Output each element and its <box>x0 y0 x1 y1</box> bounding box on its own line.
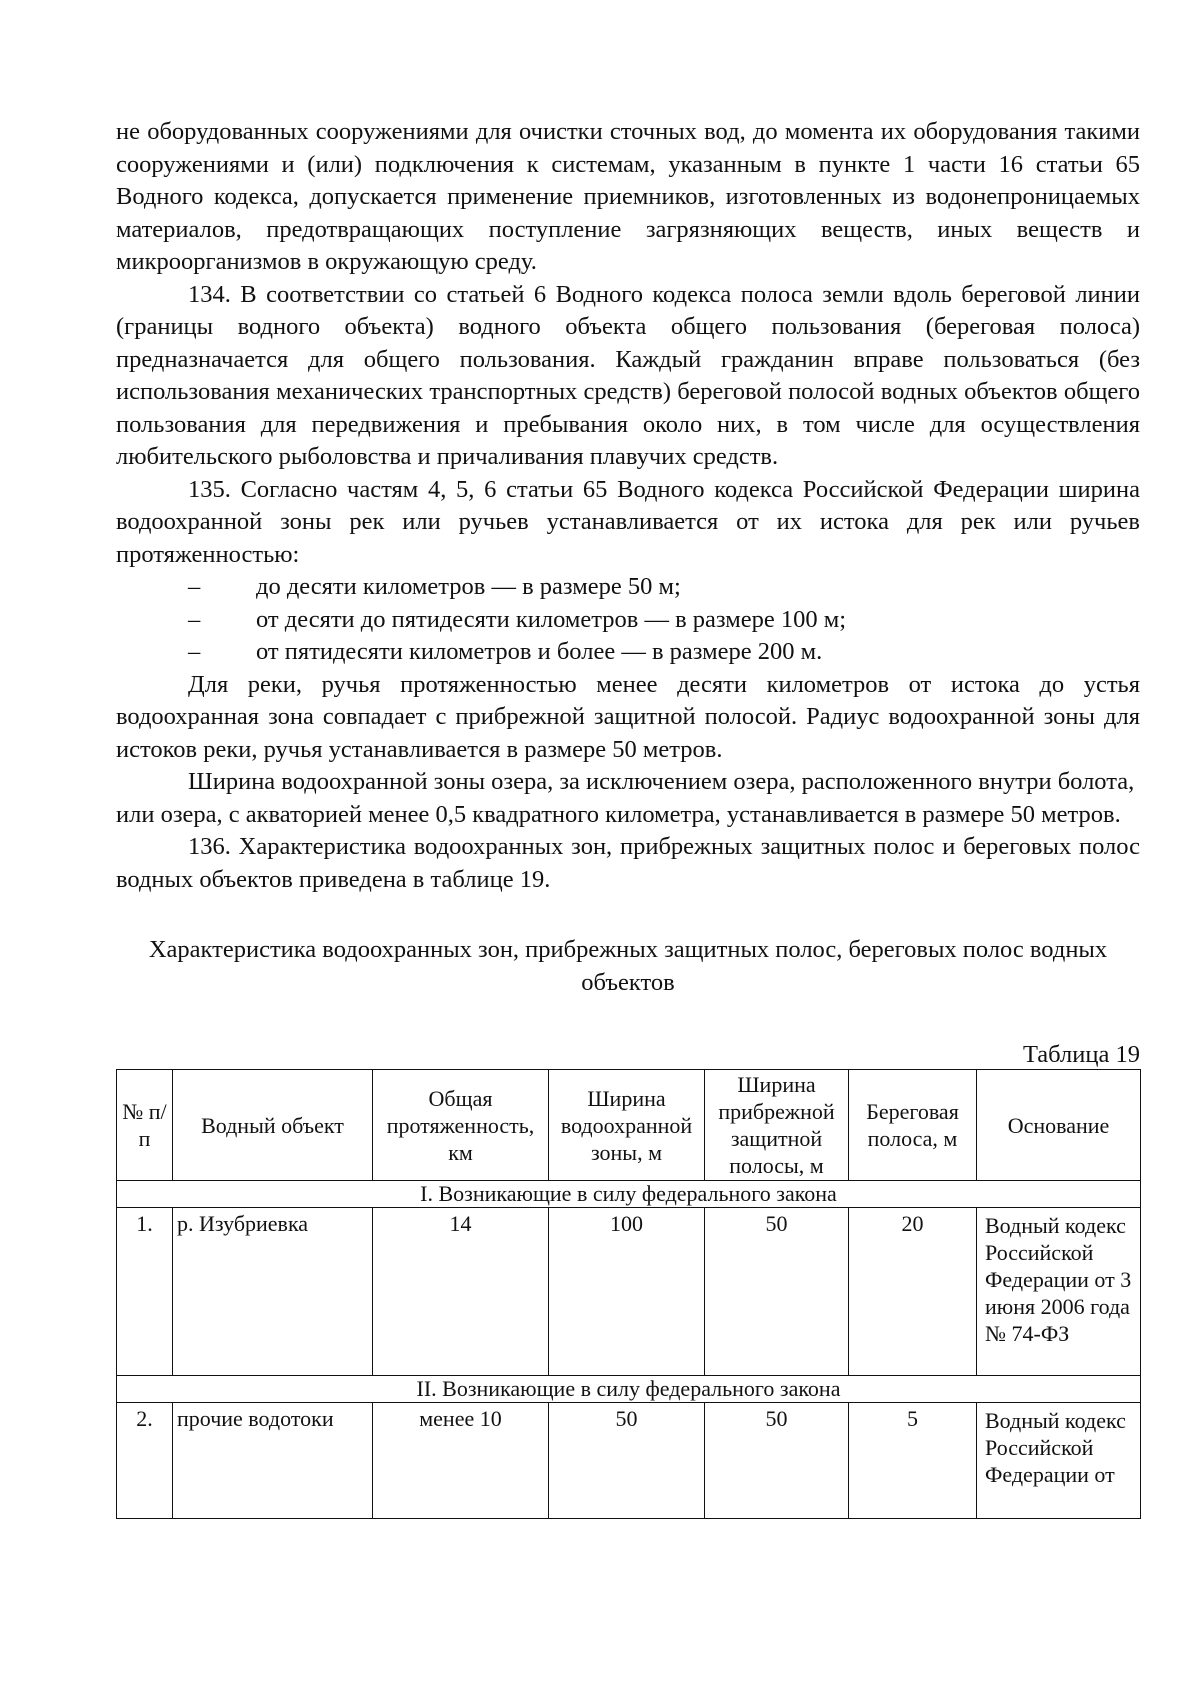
paragraph-134: 134. В соответствии со статьей 6 Водного кодекса полоса земли вдоль береговой линии (границы водного объекта) водного объекта общего пользования (береговая полоса) предназначается для общего пользования. Каждый гражданин вправе пользоваться (без использования механических транспортных средств) береговой полосой водных объектов общего пользования для передвижения и пребывания около них, в том числе для осуществления любительского рыболовства и причаливания плавучих средств. <box>116 280 1140 470</box>
list-item-text: от пятидесяти километров и более — в размере 200 м. <box>256 638 823 665</box>
body-text <box>116 116 1140 896</box>
paragraph-135: 135. Согласно частям 4, 5, 6 статьи 65 Водного кодекса Российской Федерации ширина водоохранной зоны рек или ручьев устанавливается от их истока для рек или ручьев протяженностью: <box>116 475 1140 568</box>
water-protection-table <box>116 1069 1141 1519</box>
paragraph-rivers: Для реки, ручья протяженностью менее десяти километров от истока до устья водоохранная зона совпадает с прибрежной защитной полосой. Радиус водоохранной зоны для истоков реки, ручья устанавливается в размере 50 метров. <box>116 670 1140 763</box>
cell-shore-strip: 5 <box>849 1403 977 1519</box>
list-item <box>116 604 1140 637</box>
list-item <box>116 636 1140 669</box>
cell-num: 1. <box>117 1208 173 1376</box>
cell-shore-strip: 20 <box>849 1208 977 1376</box>
table-row <box>117 1403 1141 1519</box>
section-title: I. Возникающие в силу федерального закона <box>117 1181 1141 1208</box>
table-header-row <box>117 1070 1141 1181</box>
table-section-row <box>117 1376 1141 1403</box>
cell-num: 2. <box>117 1403 173 1519</box>
header-strip-width: Ширина прибрежной защитной полосы, м <box>705 1070 849 1181</box>
cell-basis: Водный кодекс Российской Федерации от <box>977 1403 1141 1519</box>
header-basis: Основание <box>977 1070 1141 1181</box>
cell-length: 14 <box>373 1208 549 1376</box>
length-list <box>116 571 1140 669</box>
paragraph-lake: Ширина водоохранной зоны озера, за исключением озера, расположенного внутри болота, или озера, с акваторией менее 0,5 квадратного километра, устанавливается в размере 50 метров. <box>116 768 1135 828</box>
cell-zone-width: 100 <box>549 1208 705 1376</box>
section-title: II. Возникающие в силу федерального закона <box>117 1376 1141 1403</box>
table-row <box>117 1208 1141 1376</box>
cell-object: р. Изубриевка <box>173 1208 373 1376</box>
paragraph-136: 136. Характеристика водоохранных зон, прибрежных защитных полос и береговых полос водных объектов приведена в таблице 19. <box>116 833 1140 893</box>
list-item-text: до десяти километров — в размере 50 м; <box>256 573 681 600</box>
list-dash: – <box>188 638 201 665</box>
list-item <box>116 571 1140 604</box>
table-number: Таблица 19 <box>1022 1041 1140 1068</box>
intro-paragraph: не оборудованных сооружениями для очистки сточных вод, до момента их оборудования такими сооружениями и (или) подключения к системам, указанным в пункте 1 части 16 статьи 65 Водного кодекса, допускается применение приемников, изготовленных из водонепроницаемых материалов, предотвращающих поступление загрязняющих веществ, иных веществ и микроорганизмов в окружающую среду. <box>116 118 1140 275</box>
header-length: Общая протяженность, км <box>373 1070 549 1181</box>
list-dash: – <box>188 573 201 600</box>
document-page <box>116 116 1140 1519</box>
header-object: Водный объект <box>173 1070 373 1181</box>
header-num: № п/п <box>117 1070 173 1181</box>
cell-strip-width: 50 <box>705 1403 849 1519</box>
cell-length: менее 10 <box>373 1403 549 1519</box>
header-zone-width: Ширина водоохранной зоны, м <box>549 1070 705 1181</box>
list-dash: – <box>188 605 201 633</box>
cell-zone-width: 50 <box>549 1403 705 1519</box>
table-section-row <box>117 1181 1141 1208</box>
cell-object: прочие водотоки <box>173 1403 373 1519</box>
cell-basis: Водный кодекс Российской Федерации от 3 июня 2006 года № 74-ФЗ <box>977 1208 1141 1376</box>
header-shore-strip: Береговая полоса, м <box>849 1070 977 1181</box>
cell-strip-width: 50 <box>705 1208 849 1376</box>
table-title: Характеристика водоохранных зон, прибрежных защитных полос, береговых полос водных объектов <box>148 936 1108 996</box>
list-item-text: от десяти до пятидесяти километров — в размере 100 м; <box>256 605 847 633</box>
